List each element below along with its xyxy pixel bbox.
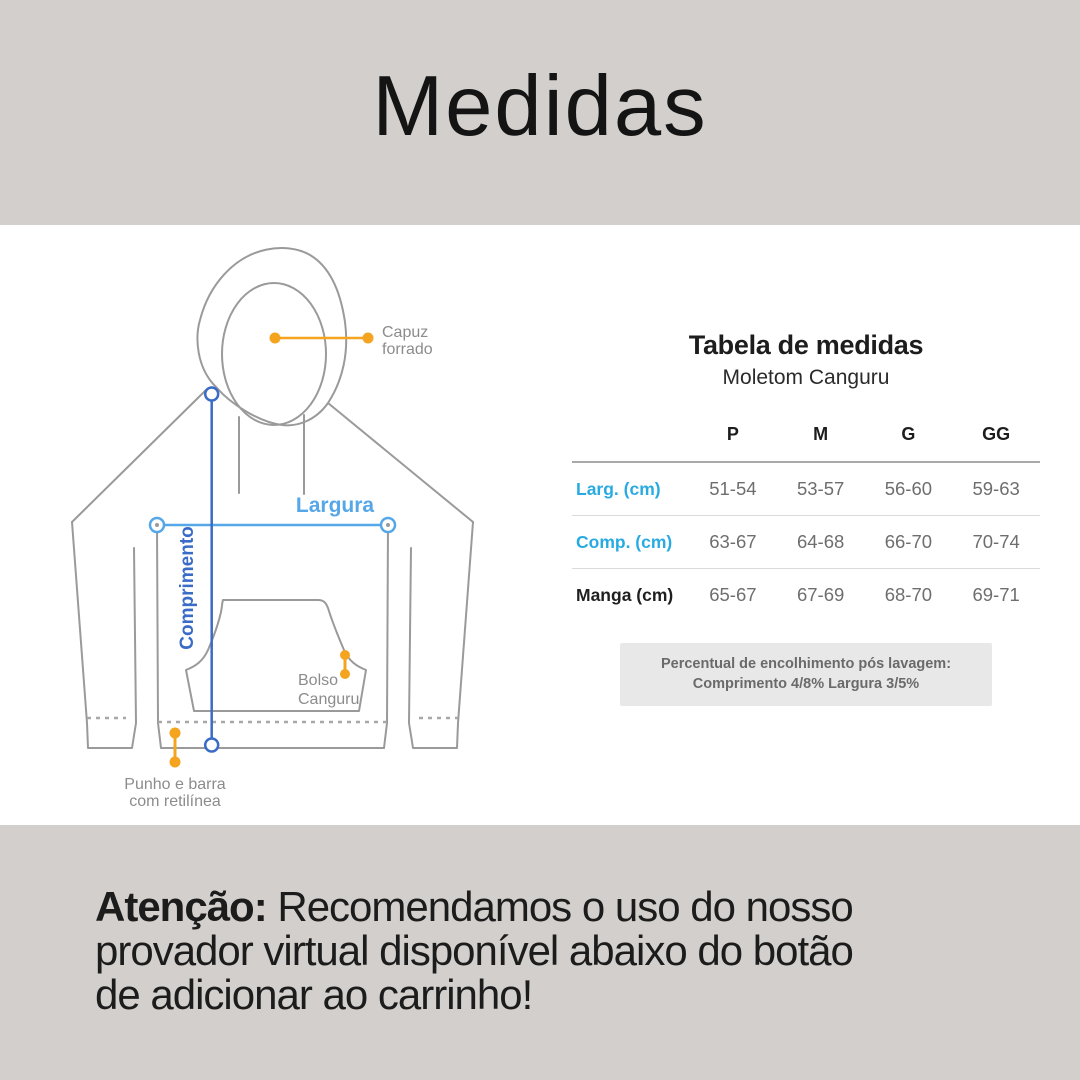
capuz-label-line1: Capuz [382,324,429,341]
measure-value: 64-68 [777,516,865,569]
size-table-panel [572,330,1040,706]
measure-value: 63-67 [689,516,777,569]
size-col-header: GG [952,411,1040,462]
size-table-subtitle: Moletom Canguru [722,366,890,389]
measure-value: 67-69 [777,569,865,622]
size-table-body [572,462,1040,621]
hoodie-measurement-diagram [60,240,520,810]
bottom-banner [0,825,1080,1080]
measure-value: 69-71 [952,569,1040,622]
measure-row-label: Comp. (cm) [572,516,689,569]
size-table [572,411,1040,621]
bolso-label-line2: Canguru [298,691,360,708]
sleeve-right [409,522,473,748]
punho-label-line1: Punho e barra [124,776,226,793]
measure-row-label: Manga (cm) [572,569,689,622]
measure-value: 51-54 [709,478,757,499]
size-table-title: Tabela de medidas [688,330,924,360]
measure-value: 53-57 [796,478,845,499]
hood-inner [222,283,326,425]
capuz-annotation [270,324,433,358]
shoulder-left [72,390,206,522]
largura-label: Largura [295,494,375,517]
measure-value: 65-67 [689,569,777,622]
size-col-header: G [865,411,953,462]
measure-value: 56-60 [884,478,933,499]
bolso-label-line1: Bolso [298,672,339,689]
table-row [572,569,1040,622]
size-col-header: P [689,411,777,462]
punho-label-line2: com retilínea [129,793,221,810]
label-column-header [572,411,689,462]
comprimento-label: Comprimento [177,526,198,650]
comprimento-endpoint-top [205,388,218,401]
top-banner [0,0,1080,225]
measure-row-label: Larg. (cm) [576,478,661,499]
measure-value: 70-74 [952,516,1040,569]
content-section [0,225,1080,825]
size-col-header: M [777,411,865,462]
table-row [572,516,1040,569]
ribbing-dashed-lines [87,718,458,722]
sleeve-left [72,522,136,748]
measure-value: 66-70 [865,516,953,569]
shrinkage-note-line1: Percentual de encolhimento pós lavagem: [660,656,952,672]
table-row [572,462,1040,516]
capuz-label-line2: forrado [382,341,433,358]
body-right [384,525,388,748]
comprimento-annotation [177,388,218,752]
attention-label: Atenção: [95,883,267,930]
size-table-header-row [572,411,1040,462]
comprimento-endpoint-bottom [205,739,218,752]
page-title: Medidas [372,58,708,154]
attention-text: Atenção: Recomendamos o uso do nosso provador virtual disponível abaixo do botão de adicionar ao carrinho! [95,883,853,1018]
shrinkage-note-box [620,643,992,706]
measure-value: 68-70 [865,569,953,622]
measure-value: 59-63 [972,478,1020,499]
body-left [157,525,161,748]
shrinkage-note-line2: Comprimento 4/8% Largura 3/5% [692,676,920,692]
